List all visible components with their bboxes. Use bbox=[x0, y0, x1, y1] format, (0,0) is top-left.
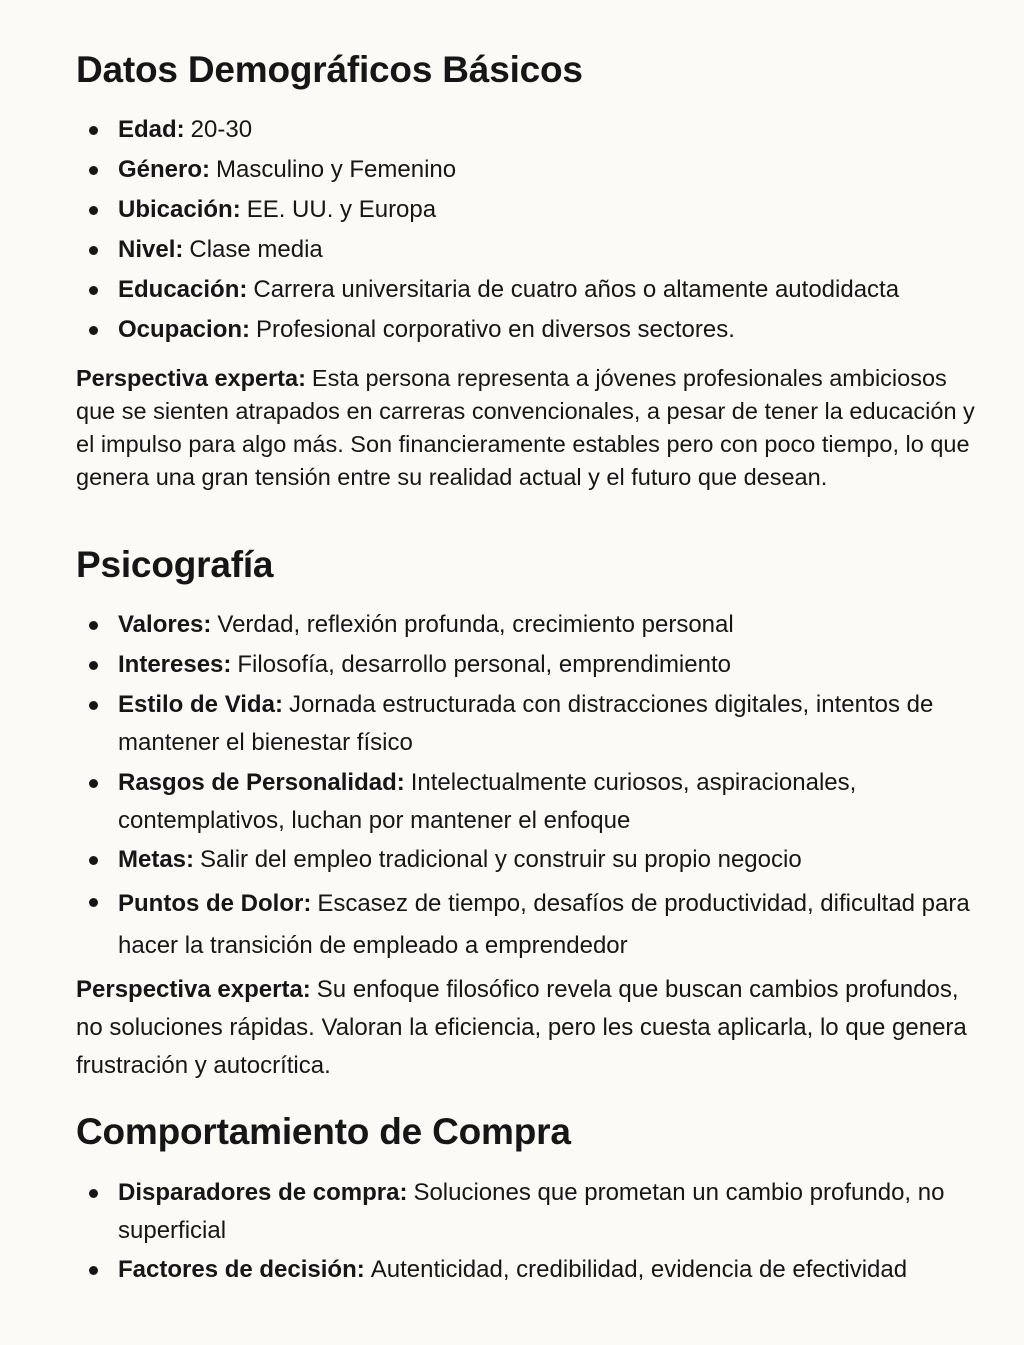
section-heading-demographics: Datos Demográficos Básicos bbox=[76, 49, 583, 90]
list-item-age: Edad: 20-30 bbox=[118, 111, 998, 149]
list-item-occupation: Ocupacion: Profesional corporativo en diversos sectores. bbox=[118, 311, 998, 349]
list-item-lifestyle: Estilo de Vida: Jornada estructurada con distracciones digitales, intentos de mantener el bienestar físico bbox=[118, 686, 998, 762]
list-item-personality: Rasgos de Personalidad: Intelectualmente curiosos, aspiracionales, contemplativos, luchan por mantener el enfoque bbox=[118, 764, 998, 840]
list-item-gender: Género: Masculino y Femenino bbox=[118, 151, 998, 189]
section-heading-psychographics: Psicografía bbox=[76, 544, 274, 585]
list-item-interests: Intereses: Filosofía, desarrollo personal, emprendimiento bbox=[118, 646, 998, 684]
list-item-values: Valores: Verdad, reflexión profunda, crecimiento personal bbox=[118, 606, 998, 644]
section-heading-purchase-behavior: Comportamiento de Compra bbox=[76, 1111, 571, 1152]
expert-insight-psychographics: Perspectiva experta: Su enfoque filosófico revela que buscan cambios profundos, no soluciones rápidas. Valoran la eficiencia, pero les cuesta aplicarla, lo que genera frustración y autocrítica. bbox=[76, 976, 967, 1079]
list-item-location: Ubicación: EE. UU. y Europa bbox=[118, 191, 998, 229]
list-item-education: Educación: Carrera universitaria de cuatro años o altamente autodidacta bbox=[118, 271, 998, 309]
list-item-decision-factors: Factores de decisión: Autenticidad, credibilidad, evidencia de efectividad bbox=[118, 1251, 998, 1289]
expert-insight-demographics: Perspectiva experta: Esta persona representa a jóvenes profesionales ambiciosos que se sienten atrapados en carreras convencionales, a pesar de tener la educación y el impulso para algo más. Son financieramente estables pero con poco tiempo, lo que genera una gran tensión entre su realidad actual y el futuro que desean. bbox=[76, 365, 975, 490]
list-item-goals: Metas: Salir del empleo tradicional y construir su propio negocio bbox=[118, 841, 998, 879]
list-item-level: Nivel: Clase media bbox=[118, 231, 998, 269]
list-item-purchase-triggers: Disparadores de compra: Soluciones que prometan un cambio profundo, no superficial bbox=[118, 1174, 998, 1250]
list-item-pain-points: Puntos de Dolor: Escasez de tiempo, desafíos de productividad, dificultad para hacer la transición de empleado a emprendedor bbox=[118, 883, 998, 967]
